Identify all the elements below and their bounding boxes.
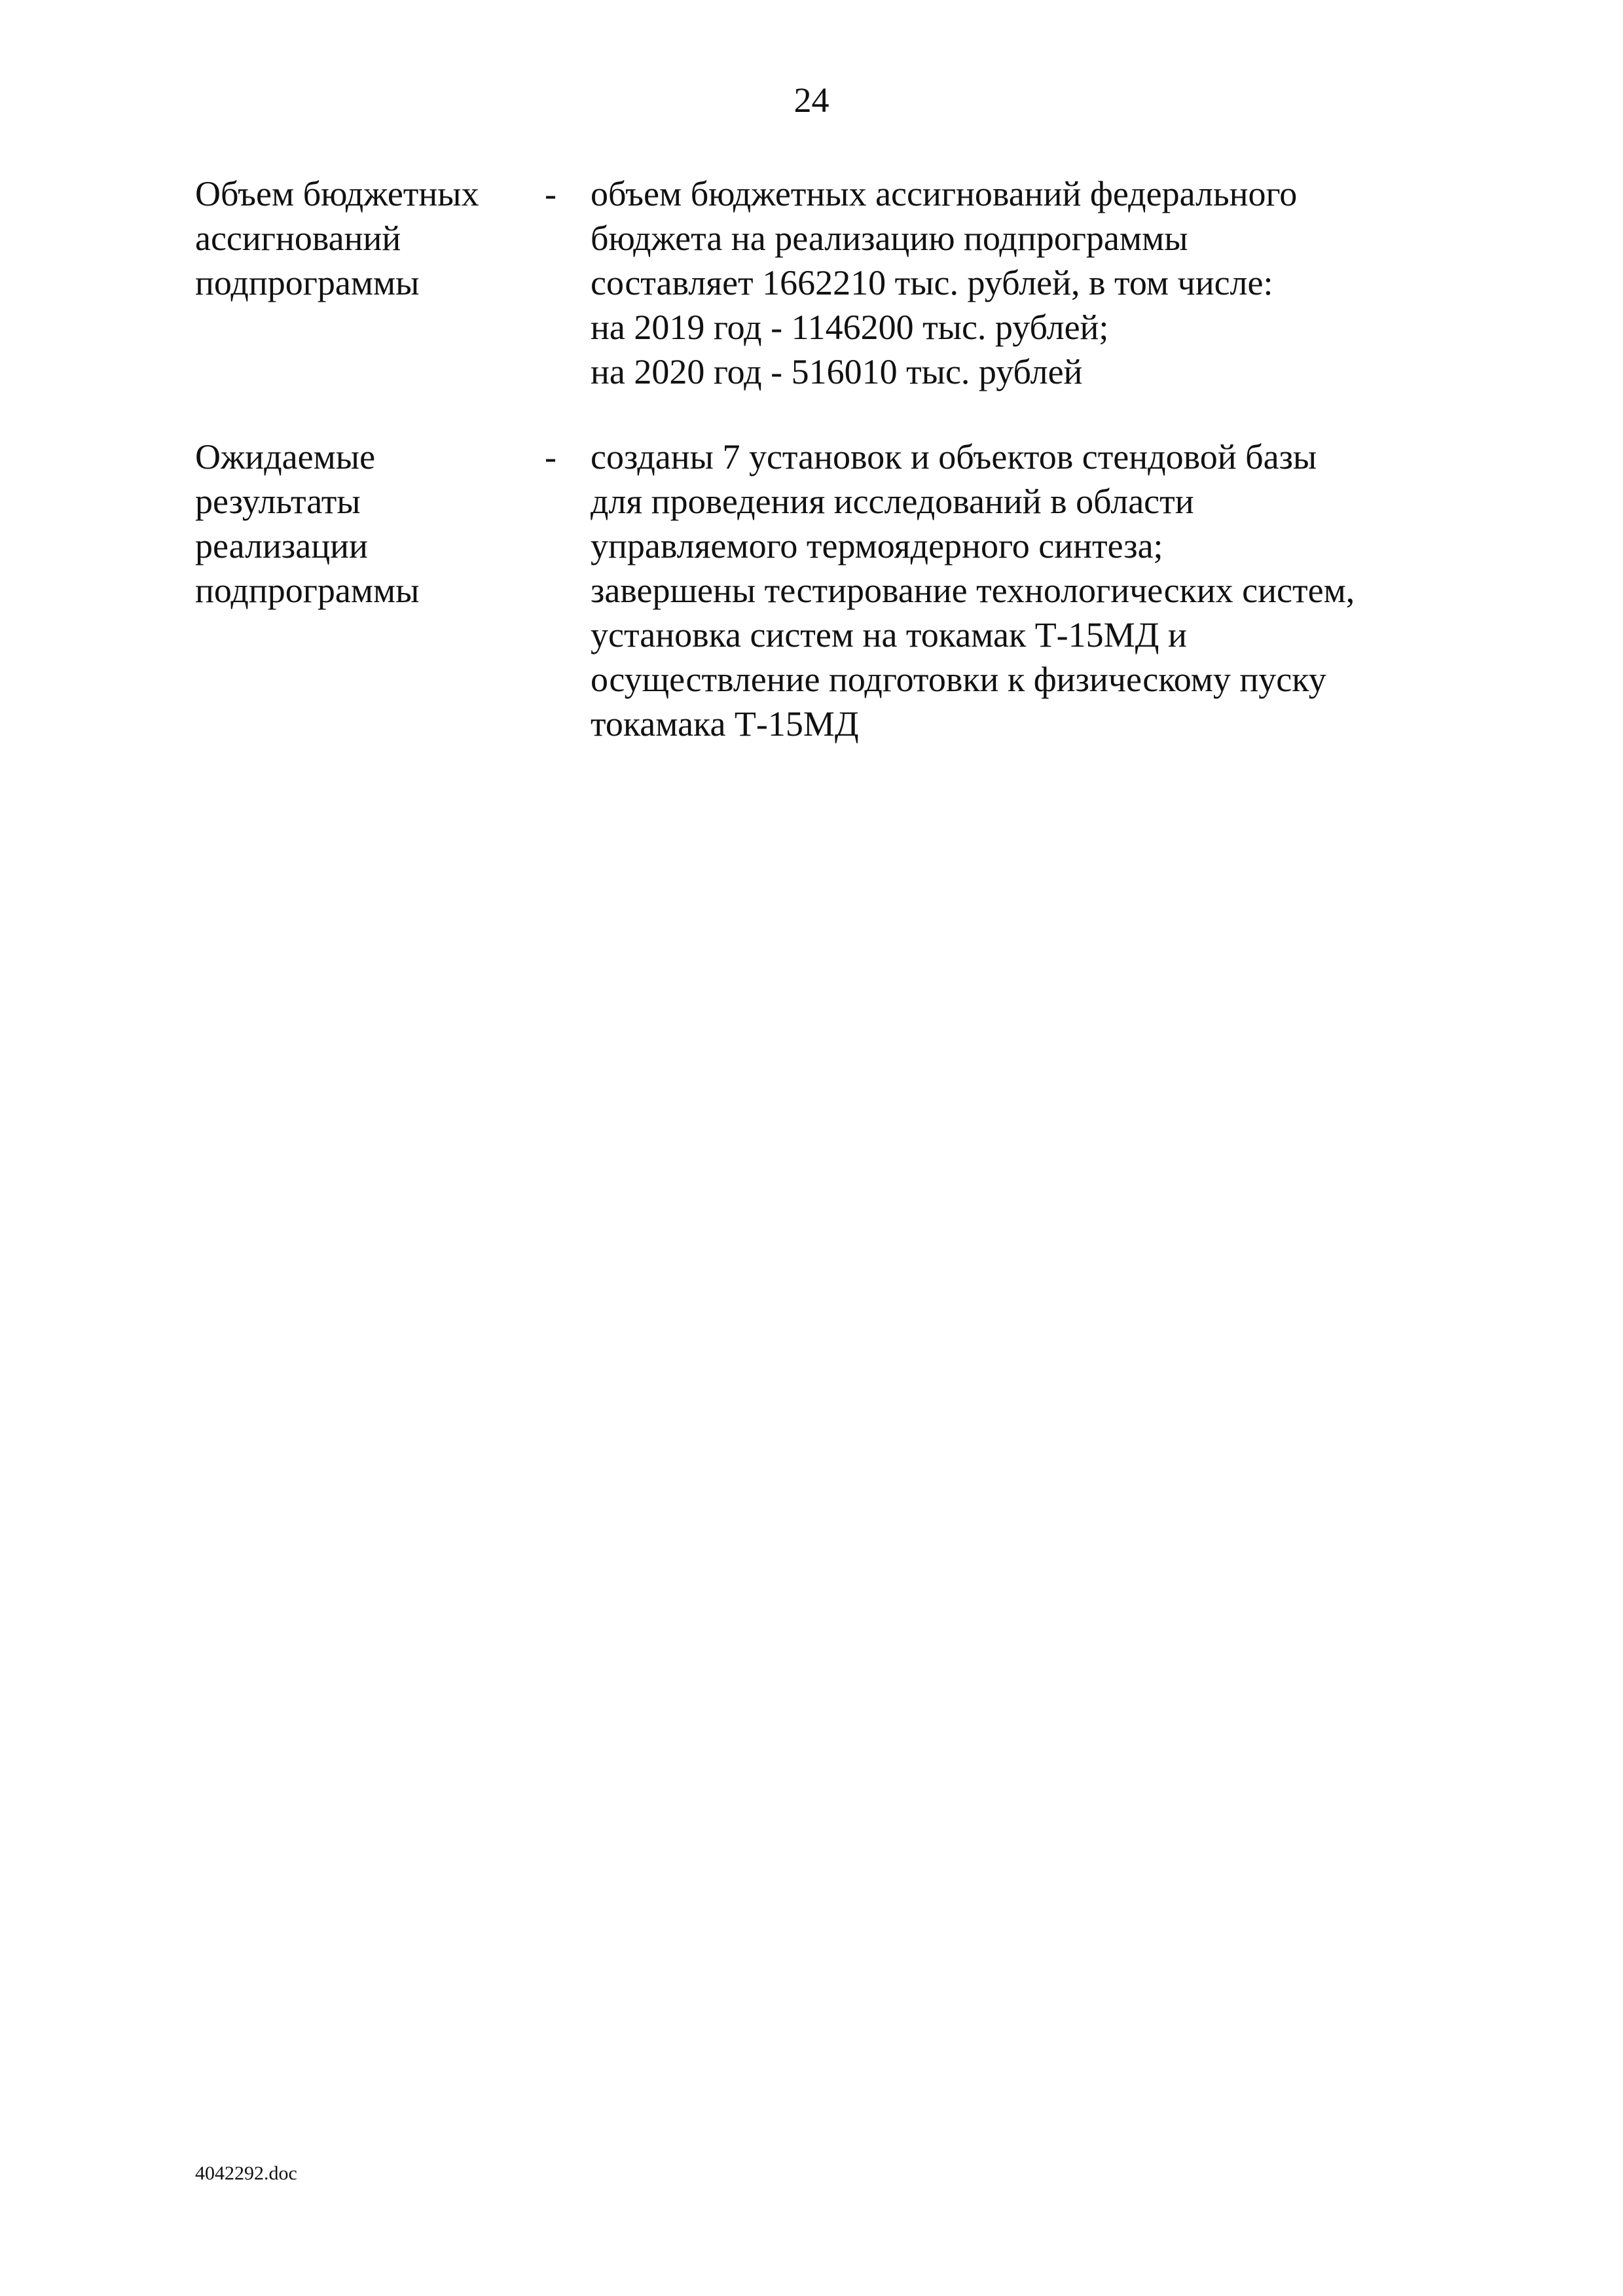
page-number: 24: [793, 81, 830, 120]
value-line: токамака Т-15МД: [591, 704, 859, 744]
value-line: объем бюджетных ассигнований федерального: [591, 174, 1298, 213]
row-dash: -: [545, 437, 556, 476]
footer-file-name: 4042292.doc: [195, 2162, 297, 2184]
expected-results-value: [591, 435, 1442, 746]
row-dash: -: [545, 174, 556, 213]
label-line: результаты: [195, 482, 361, 521]
value-line: созданы 7 установок и объектов стендовой базы: [591, 437, 1317, 476]
expected-results-label: [195, 435, 536, 613]
label-line: реализации: [195, 526, 368, 565]
value-line: составляет 1662210 тыс. рублей, в том числе:: [591, 263, 1273, 302]
value-line: установка систем на токамак Т-15МД и: [591, 615, 1187, 655]
value-line: на 2020 год - 516010 тыс. рублей: [591, 352, 1083, 391]
value-line: на 2019 год - 1146200 тыс. рублей;: [591, 308, 1109, 347]
label-line: подпрограммы: [195, 571, 420, 610]
label-line: Ожидаемые: [195, 437, 376, 476]
value-line: для проведения исследований в области: [591, 482, 1194, 521]
budget-allocation-value: [591, 171, 1442, 394]
value-line: управляемого термоядерного синтеза;: [591, 526, 1163, 565]
label-line: подпрограммы: [195, 263, 420, 302]
label-line: ассигнований: [195, 219, 401, 258]
value-line: бюджета на реализацию подпрограммы: [591, 219, 1188, 258]
value-line: осуществление подготовки к физическому пуску: [591, 660, 1326, 699]
value-line: завершены тестирование технологических систем,: [591, 571, 1355, 610]
label-line: Объем бюджетных: [195, 174, 479, 213]
budget-allocation-label: [195, 171, 536, 305]
